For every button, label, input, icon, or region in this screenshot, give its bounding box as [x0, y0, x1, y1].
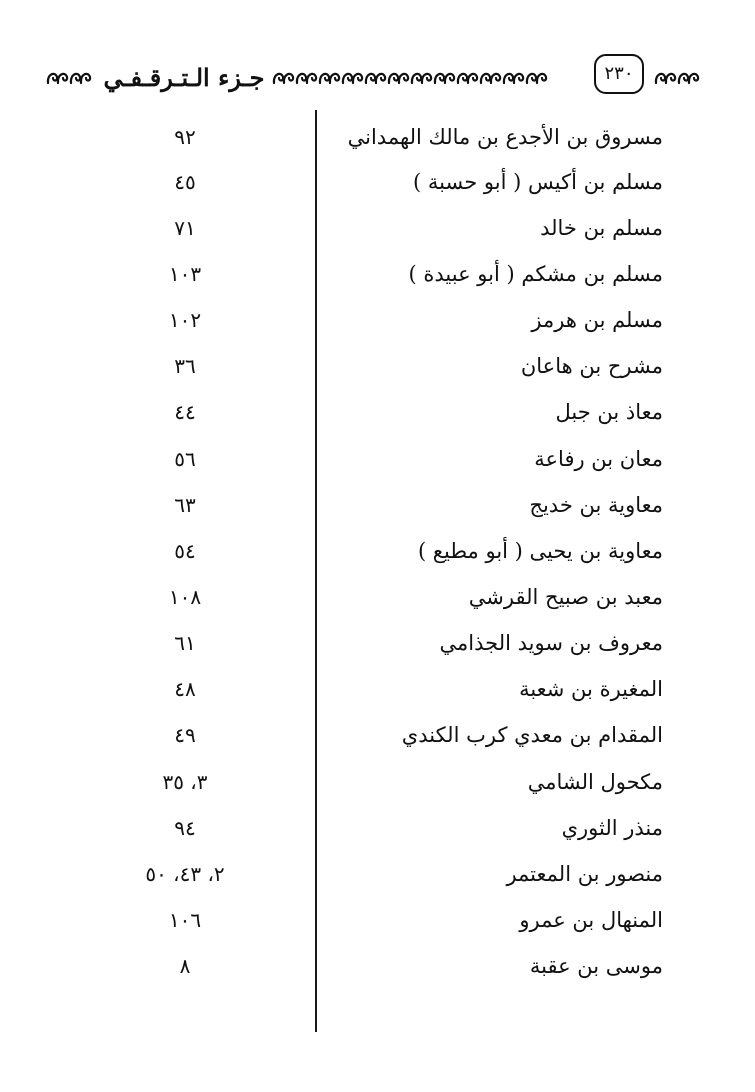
entry-pages: ١٠٨: [168, 585, 202, 609]
entry-name: معاوية بن يحيى ( أبو مطيع ): [417, 539, 663, 563]
page-number: ٢٣٠: [594, 54, 644, 94]
entry-pages: ٩٤: [174, 816, 196, 840]
ornament-border-icon: [654, 68, 700, 88]
entry-name: معبد بن صبيح القرشي: [468, 585, 663, 609]
entry-pages: ٦١: [174, 631, 196, 655]
ornament-border-icon: [46, 68, 92, 88]
entry-pages: ٦٣: [174, 493, 196, 517]
book-title: جـزء الـتـرقـفـي: [103, 63, 265, 92]
index-row: [0, 117, 755, 157]
entry-name: مسلم بن هرمز: [531, 308, 663, 332]
entry-pages: ٤٩: [174, 723, 196, 747]
entry-pages: ٧١: [174, 216, 196, 240]
index-row: [0, 346, 755, 386]
entry-name: المقدام بن معدي كرب الكندي: [401, 723, 663, 747]
entry-name: مسلم بن أكيس ( أبو حسبة ): [413, 170, 663, 194]
entry-pages: ٤٨: [174, 677, 196, 701]
entry-name: المنهال بن عمرو: [519, 908, 663, 932]
entry-name: المغيرة بن شعبة: [519, 677, 663, 701]
index-row: [0, 715, 755, 755]
index-row: [0, 300, 755, 340]
entry-pages: ٨: [179, 954, 191, 978]
index-row: [0, 669, 755, 709]
entry-name: معاذ بن جبل: [555, 400, 663, 424]
entry-name: منذر الثوري: [561, 816, 663, 840]
entry-pages: ١٠٣: [168, 262, 202, 286]
entry-name: معان بن رفاعة: [534, 447, 663, 471]
page-header: [46, 52, 700, 100]
entry-name: مشرح بن هاعان: [520, 354, 663, 378]
index-row: [0, 531, 755, 571]
entry-pages: ٤٥: [174, 170, 196, 194]
entry-name: مكحول الشامي: [527, 770, 663, 794]
index-row: [0, 623, 755, 663]
entry-pages: ٩٢: [174, 125, 196, 149]
entry-name: مسروق بن الأجدع بن مالك الهمداني: [347, 125, 663, 149]
index-row: [0, 577, 755, 617]
index-row: [0, 392, 755, 432]
index-row: [0, 485, 755, 525]
entry-name: موسى بن عقبة: [529, 954, 663, 978]
entry-name: مسلم بن مشكم ( أبو عبيدة ): [408, 262, 663, 286]
entry-pages: ٢، ٤٣، ٥٠: [145, 862, 225, 886]
entry-pages: ٥٤: [174, 539, 196, 563]
index-row: [0, 762, 755, 802]
entry-pages: ٤٤: [174, 400, 196, 424]
index-row: [0, 254, 755, 294]
entry-pages: ٣٦: [174, 354, 196, 378]
index-row: [0, 808, 755, 848]
entry-name: معروف بن سويد الجذامي: [439, 631, 663, 655]
ornament-border-icon: [272, 68, 553, 88]
index-row: [0, 946, 755, 986]
entry-pages: ١٠٢: [168, 308, 202, 332]
index-row: [0, 854, 755, 894]
entry-name: معاوية بن خديج: [529, 493, 663, 517]
index-row: [0, 208, 755, 248]
entry-pages: ٣، ٣٥: [162, 770, 208, 794]
index-row: [0, 162, 755, 202]
entry-name: منصور بن المعتمر: [506, 862, 663, 886]
entry-name: مسلم بن خالد: [540, 216, 663, 240]
entry-pages: ١٠٦: [168, 908, 202, 932]
entry-pages: ٥٦: [174, 447, 196, 471]
index-row: [0, 439, 755, 479]
index-row: [0, 900, 755, 940]
